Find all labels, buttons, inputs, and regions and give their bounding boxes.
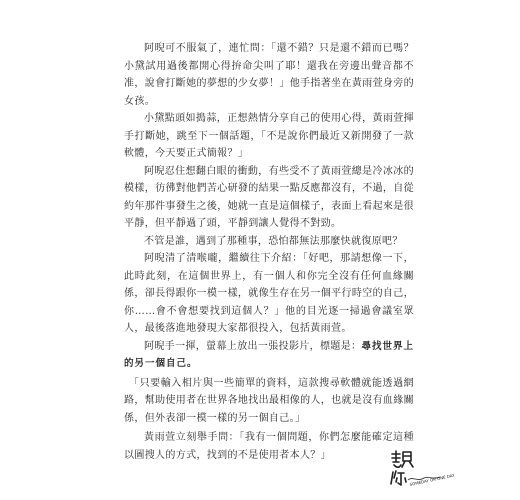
paragraph-8: 黃雨萱立刻舉手問：「我有一個問題，你們怎麼能確定這種以圖搜人的方式，找到的不是使用者本人？」 xyxy=(124,432,414,461)
paragraph-6 xyxy=(124,338,414,373)
paragraph-5: 阿晲清了清喉嚨，繼續往下介紹：「好吧，那請想像一下，此時此刻，在這個世界上，有一個人和你完全沒有任何血緣關係，卻長得跟你一模一樣，就像生存在另一個平行時空的自己，你……會不會想要找到這個人？」他的目光逐一掃過會議室眾人，最後落進地發現大家都很投入，包括黃雨萱。 xyxy=(124,253,414,334)
paragraph-2: 小黛點頭如搗蒜，正想熱情分享自己的使用心得，黃雨萱揮手打斷她，跳至下一個話題，「不是說你們最近又新開發了一款軟體，今天要正式簡報？」 xyxy=(124,113,414,159)
paragraph-1: 阿晲可不服氣了，連忙問：「還不錯？只是還不錯而已嗎？小黛試用過後都開心得拚命尖叫了耶！還我在旁邊出聲音都不准，說會打斷她的夢想的少女夢！」他手指著坐在黃雨萱身旁的女孩。 xyxy=(124,43,414,107)
document-page xyxy=(124,40,414,464)
paragraph-6-text: 阿晲手一揮，螢幕上放出一張投影片，標題是： xyxy=(144,340,362,352)
slide-title-emphasis: 尋找世界上的另一個自己。 xyxy=(124,340,414,369)
paragraph-3: 阿晲忍住想翻白眼的衝動，有些受不了黃雨萱總是冷冰冰的模樣，彷彿對他們苦心研發的結果一點反應都沒有，不過，自從約年那件事發生之後，她就一直是這個樣子，表面上看起來是很平靜，但平靜過了頭，平靜到讓人覺得不對勁。 xyxy=(124,165,414,229)
paragraph-4: 不管是誰，遇到了那種事，恐怕都無法那麼快就復原吧？ xyxy=(144,235,403,247)
paragraph-7-quote: 「只要輸入相片與一些簡單的資料，這款搜尋軟體就能透過網路，幫助使用者在世界各地找出最相像的人，也就是沒有血緣關係，但外表卻一模一樣的另一個自己。」 xyxy=(124,377,414,424)
book-logo xyxy=(388,448,456,488)
svg-text:SOMEDAY OR ONE DAY: SOMEDAY OR ONE DAY xyxy=(409,472,456,487)
